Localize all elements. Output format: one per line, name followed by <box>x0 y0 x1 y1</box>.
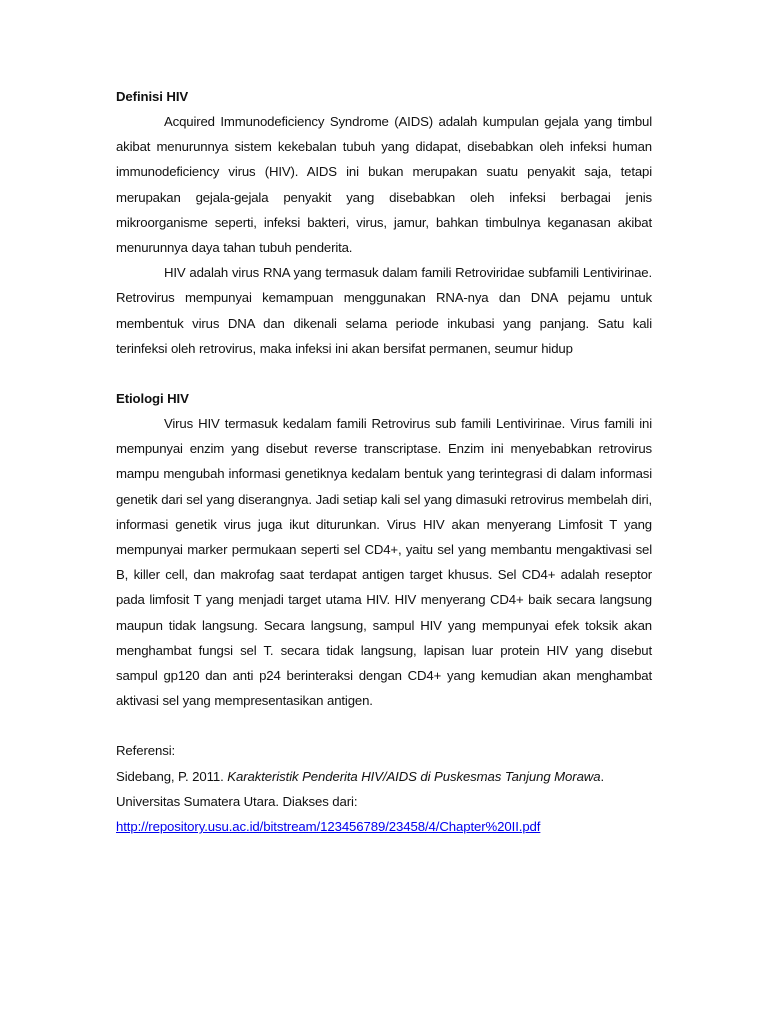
section-spacer <box>116 713 652 738</box>
paragraph-definisi-1: Acquired Immunodeficiency Syndrome (AIDS) adalah kumpulan gejala yang timbul akibat menurunnya sistem kekebalan tubuh yang didapat, disebabkan oleh infeksi human immunodeficiency virus (HIV). AIDS ini bukan merupakan suatu penyakit saja, tetapi merupakan gejala-gejala penyakit yang disebabkan oleh infeksi berbagai jenis mikroorganisme seperti, infeksi bakteri, virus, jamur, bahkan timbulnya keganasan akibat menurunnya daya tahan tubuh penderita. <box>116 114 652 256</box>
document-page <box>116 84 652 839</box>
section-heading-etiologi: Etiologi HIV <box>116 391 189 407</box>
reference-publisher: Universitas Sumatera Utara. Diakses dari: <box>116 793 358 809</box>
section-heading-definisi: Definisi HIV <box>116 89 189 104</box>
reference-title-end: . <box>600 768 605 784</box>
references-label: Referensi: <box>116 743 176 759</box>
section-spacer <box>116 361 652 386</box>
reference-citation <box>116 764 652 789</box>
paragraph-etiologi-1: Virus HIV termasuk kedalam famili Retrovirus sub famili Lentivirinae. Virus famili ini mempunyai enzim yang disebut reverse transcriptase. Enzim ini menyebabkan retrovirus mampu mengubah informasi genetiknya kedalam bentuk yang terintegrasi di dalam informasi genetik dari sel yang diserangnya. Jadi setiap kali sel yang dimasuki retrovirus membelah diri, informasi genetik virus juga ikut diturunkan. Virus HIV akan menyerang Limfosit T yang mempunyai marker permukaan seperti sel CD4+, yaitu sel yang membantu mengaktivasi sel B, killer cell, dan makrofag saat terdapat antigen target khusus. Sel CD4+ adalah reseptor pada limfosit T yang menjadi target utama HIV. HIV menyerang CD4+ baik secara langsung maupun tidak langsung. Secara langsung, sampul HIV yang mempunyai efek toksik akan menghambat fungsi sel T. secara tidak langsung, lapisan luar protein HIV yang disebut sampul gp120 dan anti p24 berinteraksi dengan CD4+ yang kemudian akan menghambat aktivasi sel yang mempresentasikan antigen. <box>116 416 652 709</box>
reference-url-link[interactable]: http://repository.usu.ac.id/bitstream/123456789/23458/4/Chapter%20II.pdf <box>116 819 541 835</box>
reference-author-year: Sidebang, P. 2011. <box>116 768 228 784</box>
reference-url-line <box>116 814 652 839</box>
reference-title: Karakteristik Penderita HIV/AIDS di Puskesmas Tanjung Morawa <box>227 768 601 784</box>
paragraph-definisi-2: HIV adalah virus RNA yang termasuk dalam famili Retroviridae subfamili Lentivirinae. Retrovirus mempunyai kemampuan menggunakan RNA-nya dan DNA pejamu untuk membentuk virus DNA dan dikenali selama periode inkubasi yang panjang. Satu kali terinfeksi oleh retrovirus, maka infeksi ini akan bersifat permanen, seumur hidup <box>116 265 652 356</box>
